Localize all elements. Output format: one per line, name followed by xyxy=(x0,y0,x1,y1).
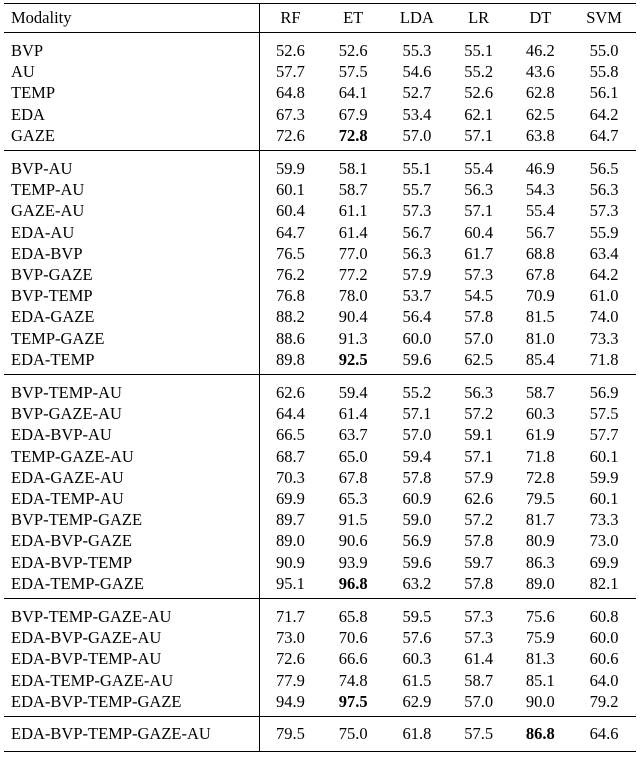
value-cell: 58.7 xyxy=(509,375,573,404)
value-cell xyxy=(321,349,385,375)
value-cell: 60.1 xyxy=(589,446,619,466)
value-cell: 55.1 xyxy=(449,33,509,62)
value-cell: 53.7 xyxy=(402,286,432,306)
table-row xyxy=(4,328,636,349)
value-cell: 63.7 xyxy=(338,425,368,445)
value-cell: 63.4 xyxy=(589,243,619,263)
modality-cell: EDA-BVP-TEMP xyxy=(4,552,259,573)
value-cell: 62.9 xyxy=(402,691,432,711)
value-cell: 59.7 xyxy=(464,552,494,572)
value-cell: 70.9 xyxy=(525,286,555,306)
value-cell: 64.7 xyxy=(589,125,619,145)
value-cell: 61.8 xyxy=(385,717,449,752)
value-cell: 55.7 xyxy=(402,180,432,200)
value-cell: 61.4 xyxy=(464,649,494,669)
table-row xyxy=(4,648,636,669)
value-cell: 71.7 xyxy=(259,599,321,628)
value-cell: 66.6 xyxy=(338,649,368,669)
value-cell: 56.3 xyxy=(464,180,494,200)
value-cell: 88.2 xyxy=(276,307,305,327)
value-cell: 57.7 xyxy=(276,62,305,82)
table-row xyxy=(4,61,636,82)
value-cell: 52.6 xyxy=(464,83,494,103)
value-cell: 88.6 xyxy=(276,328,305,348)
table-row xyxy=(4,403,636,424)
best-value: 92.5 xyxy=(338,349,368,369)
value-cell: 90.6 xyxy=(338,531,368,551)
value-cell xyxy=(509,717,573,752)
table-row xyxy=(4,488,636,509)
value-cell: 62.5 xyxy=(525,104,555,124)
header-row xyxy=(4,4,636,33)
value-cell: 76.2 xyxy=(276,265,305,285)
value-cell: 65.8 xyxy=(321,599,385,628)
value-cell: 75.0 xyxy=(321,717,385,752)
value-cell: 76.5 xyxy=(276,243,305,263)
table-row xyxy=(4,243,636,264)
value-cell: 71.8 xyxy=(589,349,619,369)
value-cell: 54.3 xyxy=(525,180,555,200)
value-cell: 80.9 xyxy=(525,531,555,551)
value-cell: 70.6 xyxy=(338,628,368,648)
value-cell: 61.9 xyxy=(525,425,555,445)
value-cell: 70.3 xyxy=(276,467,305,487)
table-row xyxy=(4,573,636,599)
value-cell: 81.5 xyxy=(525,307,555,327)
value-cell: 57.1 xyxy=(464,201,494,221)
value-cell: 71.8 xyxy=(525,446,555,466)
value-cell: 58.1 xyxy=(321,151,385,180)
table-row xyxy=(4,627,636,648)
value-cell: 60.1 xyxy=(276,180,305,200)
value-cell: 57.9 xyxy=(402,265,432,285)
value-cell: 89.0 xyxy=(525,573,555,593)
table-row xyxy=(4,530,636,551)
value-cell: 64.8 xyxy=(276,83,305,103)
value-cell: 77.2 xyxy=(338,265,368,285)
value-cell: 46.2 xyxy=(509,33,573,62)
table-row xyxy=(4,424,636,445)
value-cell: 57.3 xyxy=(589,201,619,221)
value-cell: 59.6 xyxy=(402,552,432,572)
value-cell: 64.0 xyxy=(589,670,619,690)
value-cell: 57.3 xyxy=(464,628,494,648)
value-cell: 57.2 xyxy=(464,404,494,424)
value-cell: 61.1 xyxy=(338,201,368,221)
value-cell: 81.3 xyxy=(525,649,555,669)
value-cell: 60.8 xyxy=(572,599,636,628)
value-cell: 65.3 xyxy=(338,489,368,509)
value-cell: 75.6 xyxy=(509,599,573,628)
value-cell: 57.5 xyxy=(338,62,368,82)
value-cell: 60.4 xyxy=(464,222,494,242)
value-cell: 54.6 xyxy=(402,62,432,82)
header-et: ET xyxy=(321,4,385,33)
value-cell: 89.7 xyxy=(276,510,305,530)
value-cell: 62.8 xyxy=(525,83,555,103)
modality-cell: EDA-BVP-TEMP-GAZE xyxy=(4,691,259,717)
value-cell: 60.9 xyxy=(402,489,432,509)
value-cell: 57.0 xyxy=(464,691,494,711)
modality-cell: TEMP-AU xyxy=(4,179,259,200)
header-lda: LDA xyxy=(385,4,449,33)
value-cell: 61.4 xyxy=(338,404,368,424)
value-cell: 61.4 xyxy=(338,222,368,242)
value-cell: 82.1 xyxy=(589,573,619,593)
table-header xyxy=(4,4,636,33)
value-cell: 56.7 xyxy=(402,222,432,242)
value-cell: 63.2 xyxy=(402,573,432,593)
value-cell: 57.9 xyxy=(464,467,494,487)
value-cell: 79.5 xyxy=(525,489,555,509)
value-cell: 73.0 xyxy=(589,531,619,551)
header-dt: DT xyxy=(509,4,573,33)
value-cell: 85.4 xyxy=(525,349,555,369)
value-cell: 60.1 xyxy=(589,489,619,509)
modality-cell: EDA-GAZE xyxy=(4,306,259,327)
modality-cell: GAZE-AU xyxy=(4,200,259,221)
modality-cell: EDA-BVP-TEMP-GAZE-AU xyxy=(4,717,259,752)
modality-cell: EDA xyxy=(4,104,259,125)
value-cell: 73.0 xyxy=(276,628,305,648)
value-cell: 56.5 xyxy=(572,151,636,180)
table-row xyxy=(4,375,636,404)
value-cell: 55.8 xyxy=(589,62,619,82)
table-row xyxy=(4,599,636,628)
best-value: 86.8 xyxy=(525,724,555,744)
results-table xyxy=(4,3,636,752)
value-cell: 63.8 xyxy=(525,125,555,145)
table-row xyxy=(4,222,636,243)
value-cell: 77.9 xyxy=(276,670,305,690)
value-cell: 52.6 xyxy=(321,33,385,62)
modality-cell: EDA-TEMP-AU xyxy=(4,488,259,509)
value-cell: 56.3 xyxy=(449,375,509,404)
value-cell: 57.0 xyxy=(402,125,432,145)
value-cell: 72.6 xyxy=(276,649,305,669)
table-row xyxy=(4,349,636,375)
value-cell: 56.7 xyxy=(525,222,555,242)
value-cell: 57.8 xyxy=(464,531,494,551)
value-cell: 68.8 xyxy=(525,243,555,263)
value-cell: 90.4 xyxy=(338,307,368,327)
value-cell: 68.7 xyxy=(276,446,305,466)
value-cell: 61.0 xyxy=(589,286,619,306)
modality-cell: EDA-BVP xyxy=(4,243,259,264)
value-cell: 69.9 xyxy=(276,489,305,509)
modality-cell: BVP-TEMP-AU xyxy=(4,375,259,404)
table-row xyxy=(4,691,636,717)
value-cell: 46.9 xyxy=(509,151,573,180)
value-cell: 57.5 xyxy=(449,717,509,752)
value-cell: 57.3 xyxy=(402,201,432,221)
table-row xyxy=(4,125,636,151)
modality-cell: EDA-TEMP-GAZE-AU xyxy=(4,670,259,691)
value-cell: 73.3 xyxy=(589,328,619,348)
modality-cell: EDA-BVP-GAZE xyxy=(4,530,259,551)
modality-cell: EDA-TEMP xyxy=(4,349,259,375)
value-cell: 64.4 xyxy=(276,404,305,424)
value-cell: 65.0 xyxy=(338,446,368,466)
modality-cell: EDA-GAZE-AU xyxy=(4,467,259,488)
modality-cell: EDA-TEMP-GAZE xyxy=(4,573,259,599)
value-cell: 75.9 xyxy=(525,628,555,648)
value-cell: 66.5 xyxy=(276,425,305,445)
table-row xyxy=(4,104,636,125)
table-body xyxy=(4,33,636,752)
value-cell: 90.0 xyxy=(525,691,555,711)
value-cell xyxy=(321,691,385,717)
modality-cell: EDA-BVP-AU xyxy=(4,424,259,445)
value-cell: 60.0 xyxy=(402,328,432,348)
value-cell: 57.0 xyxy=(402,425,432,445)
value-cell: 59.1 xyxy=(464,425,494,445)
value-cell: 57.7 xyxy=(589,425,619,445)
value-cell: 57.1 xyxy=(464,125,494,145)
header-lr: LR xyxy=(449,4,509,33)
value-cell: 56.3 xyxy=(402,243,432,263)
value-cell: 56.9 xyxy=(402,531,432,551)
value-cell: 57.1 xyxy=(402,404,432,424)
modality-cell: BVP xyxy=(4,33,259,62)
value-cell: 74.0 xyxy=(589,307,619,327)
value-cell: 93.9 xyxy=(338,552,368,572)
value-cell: 52.7 xyxy=(402,83,432,103)
value-cell: 67.8 xyxy=(525,265,555,285)
table-row xyxy=(4,467,636,488)
table-row xyxy=(4,285,636,306)
value-cell: 60.0 xyxy=(589,628,619,648)
value-cell: 91.3 xyxy=(338,328,368,348)
modality-cell: AU xyxy=(4,61,259,82)
value-cell: 67.8 xyxy=(338,467,368,487)
value-cell: 69.9 xyxy=(589,552,619,572)
value-cell: 53.4 xyxy=(402,104,432,124)
value-cell: 55.2 xyxy=(385,375,449,404)
header-modality: Modality xyxy=(4,4,259,33)
value-cell: 64.2 xyxy=(589,104,619,124)
best-value: 72.8 xyxy=(338,125,368,145)
value-cell: 60.3 xyxy=(525,404,555,424)
value-cell: 79.5 xyxy=(259,717,321,752)
value-cell: 62.1 xyxy=(464,104,494,124)
value-cell: 72.8 xyxy=(525,467,555,487)
value-cell: 59.4 xyxy=(321,375,385,404)
value-cell: 55.4 xyxy=(525,201,555,221)
value-cell: 64.2 xyxy=(589,265,619,285)
table-row xyxy=(4,200,636,221)
value-cell: 89.8 xyxy=(276,349,305,369)
value-cell: 64.1 xyxy=(338,83,368,103)
modality-cell: BVP-AU xyxy=(4,151,259,180)
value-cell: 56.1 xyxy=(589,83,619,103)
modality-cell: EDA-BVP-GAZE-AU xyxy=(4,627,259,648)
value-cell: 57.6 xyxy=(402,628,432,648)
value-cell: 52.6 xyxy=(259,33,321,62)
value-cell: 59.6 xyxy=(402,349,432,369)
value-cell: 91.5 xyxy=(338,510,368,530)
value-cell: 85.1 xyxy=(525,670,555,690)
value-cell: 62.6 xyxy=(464,489,494,509)
value-cell: 89.0 xyxy=(276,531,305,551)
value-cell: 57.1 xyxy=(464,446,494,466)
modality-cell: EDA-BVP-TEMP-AU xyxy=(4,648,259,669)
value-cell: 81.0 xyxy=(525,328,555,348)
value-cell: 55.0 xyxy=(572,33,636,62)
value-cell: 60.6 xyxy=(589,649,619,669)
best-value: 97.5 xyxy=(338,691,368,711)
value-cell: 59.4 xyxy=(402,446,432,466)
value-cell: 56.9 xyxy=(572,375,636,404)
best-value: 96.8 xyxy=(338,573,368,593)
value-cell: 64.6 xyxy=(572,717,636,752)
value-cell: 67.3 xyxy=(276,104,305,124)
value-cell: 61.5 xyxy=(402,670,432,690)
value-cell: 95.1 xyxy=(276,573,305,593)
table-row xyxy=(4,509,636,530)
value-cell: 77.0 xyxy=(338,243,368,263)
modality-cell: BVP-GAZE xyxy=(4,264,259,285)
value-cell: 64.7 xyxy=(276,222,305,242)
value-cell: 94.9 xyxy=(276,691,305,711)
value-cell: 57.0 xyxy=(464,328,494,348)
value-cell: 55.1 xyxy=(385,151,449,180)
value-cell: 72.6 xyxy=(276,125,305,145)
header-svm: SVM xyxy=(572,4,636,33)
table-row xyxy=(4,179,636,200)
value-cell: 60.4 xyxy=(276,201,305,221)
value-cell: 67.9 xyxy=(338,104,368,124)
table-row xyxy=(4,552,636,573)
value-cell: 59.9 xyxy=(259,151,321,180)
header-rf: RF xyxy=(259,4,321,33)
modality-cell: GAZE xyxy=(4,125,259,151)
value-cell: 74.8 xyxy=(338,670,368,690)
table-row xyxy=(4,306,636,327)
value-cell: 79.2 xyxy=(589,691,619,711)
table-row xyxy=(4,670,636,691)
value-cell: 55.4 xyxy=(449,151,509,180)
value-cell: 59.0 xyxy=(402,510,432,530)
table-row xyxy=(4,33,636,62)
modality-cell: BVP-TEMP xyxy=(4,285,259,306)
value-cell: 57.8 xyxy=(402,467,432,487)
table-row xyxy=(4,151,636,180)
value-cell: 60.3 xyxy=(402,649,432,669)
table-row xyxy=(4,82,636,103)
value-cell: 76.8 xyxy=(276,286,305,306)
value-cell: 58.7 xyxy=(464,670,494,690)
modality-cell: BVP-GAZE-AU xyxy=(4,403,259,424)
value-cell: 57.8 xyxy=(464,307,494,327)
table-row xyxy=(4,264,636,285)
value-cell: 57.8 xyxy=(464,573,494,593)
value-cell: 57.5 xyxy=(589,404,619,424)
value-cell: 78.0 xyxy=(338,286,368,306)
value-cell: 81.7 xyxy=(525,510,555,530)
modality-cell: TEMP xyxy=(4,82,259,103)
value-cell: 61.7 xyxy=(464,243,494,263)
table-row xyxy=(4,446,636,467)
value-cell: 59.9 xyxy=(589,467,619,487)
modality-cell: BVP-TEMP-GAZE xyxy=(4,509,259,530)
modality-cell: BVP-TEMP-GAZE-AU xyxy=(4,599,259,628)
value-cell: 57.3 xyxy=(464,265,494,285)
value-cell xyxy=(321,573,385,599)
value-cell: 55.9 xyxy=(589,222,619,242)
value-cell: 55.2 xyxy=(464,62,494,82)
value-cell: 90.9 xyxy=(276,552,305,572)
table-row xyxy=(4,717,636,752)
value-cell: 54.5 xyxy=(464,286,494,306)
value-cell: 86.3 xyxy=(525,552,555,572)
modality-cell: TEMP-GAZE-AU xyxy=(4,446,259,467)
value-cell: 57.2 xyxy=(464,510,494,530)
value-cell: 73.3 xyxy=(589,510,619,530)
value-cell: 57.3 xyxy=(449,599,509,628)
value-cell: 62.5 xyxy=(464,349,494,369)
modality-cell: TEMP-GAZE xyxy=(4,328,259,349)
value-cell: 59.5 xyxy=(385,599,449,628)
value-cell: 62.6 xyxy=(259,375,321,404)
value-cell: 43.6 xyxy=(525,62,555,82)
value-cell: 56.3 xyxy=(589,180,619,200)
modality-cell: EDA-AU xyxy=(4,222,259,243)
value-cell: 56.4 xyxy=(402,307,432,327)
value-cell: 55.3 xyxy=(385,33,449,62)
value-cell: 58.7 xyxy=(338,180,368,200)
value-cell xyxy=(321,125,385,151)
